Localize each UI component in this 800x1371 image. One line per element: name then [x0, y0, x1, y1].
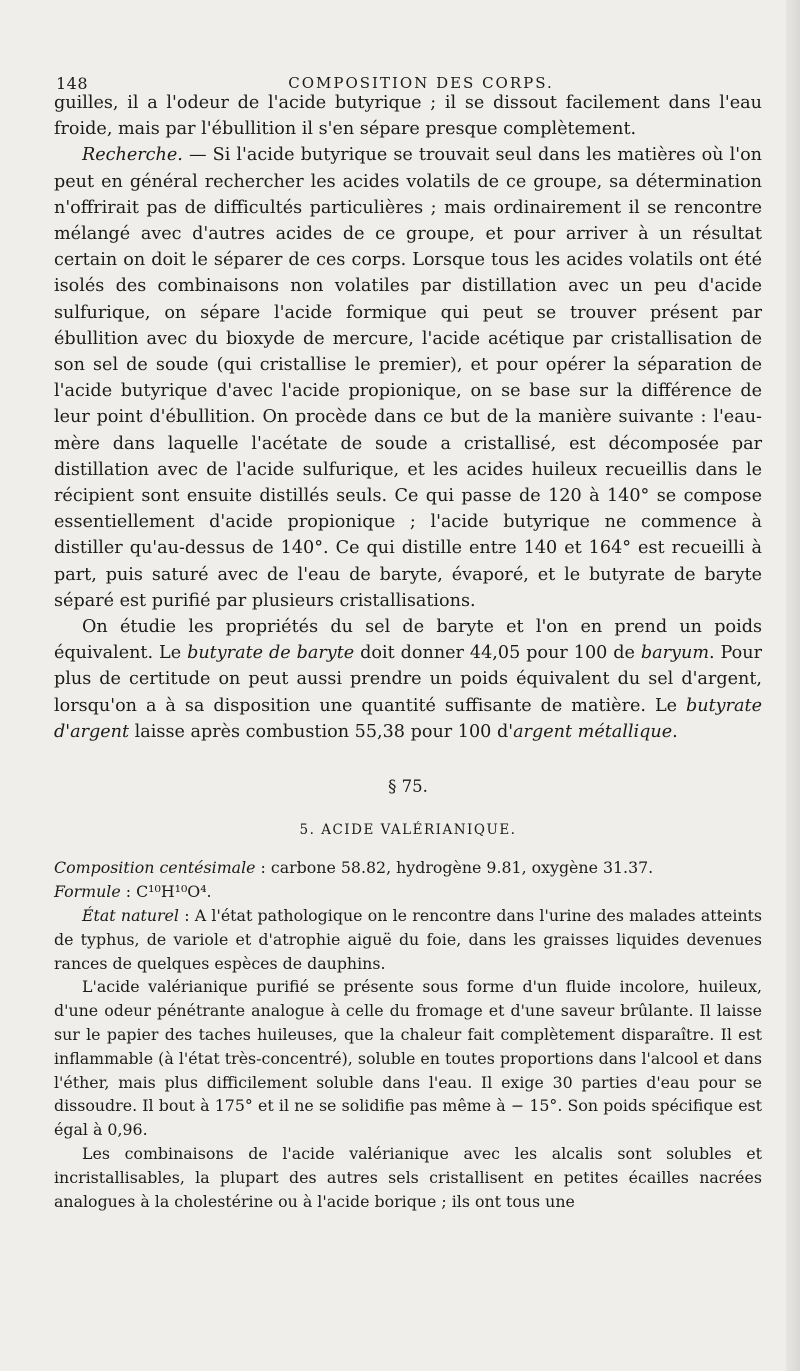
emphasis: butyrate d'argent: [54, 695, 762, 742]
text-run: doit donner 44,05 pour 100 de: [354, 643, 641, 664]
emphasis: butyrate de baryte: [187, 643, 355, 664]
paragraph-recherche: [54, 142, 762, 614]
body-text: [54, 90, 762, 1213]
running-head: COMPOSITION DES CORPS.: [288, 74, 554, 92]
formula-value: : C¹⁰H¹⁰O⁴.: [120, 882, 212, 902]
formula-line: [54, 880, 762, 904]
text-run: . Pour plus de certitude on peut aussi prendre un poids équivalent du sel d'argent, lorsqu'on a à sa disposition une quantité suffisante de matière. Le: [54, 643, 763, 716]
recherche-text: — Si l'acide butyrique se trouvait seul dans les matières où l'on peut en général rechercher les acides volatils de ce groupe, sa détermination n'offrirait pas de difficultés particulières ; mais ordinairement il se rencontre mélangé avec d'autres acides de ce groupe, et pour arriver à un résultat certain on doit le séparer de ces corps. Lorsque tous les acides volatils ont été isolés des combinaisons non volatiles par distillation avec un peu d'acide sulfurique, on sépare l'acide formique qui peut se trouver présent par ébullition avec du bioxyde de mercure, l'acide acétique par cristallisation de son sel de soude (qui cristallise le premier), et pour opérer la séparation de l'acide butyrique d'avec l'acide propionique, on se base sur la différence de leur point d'ébullition. On procède dans ce but de la manière suivante : l'eau-mère dans laquelle l'acétate de soude a cristallisé, est décomposée par distillation avec de l'acide sulfurique, et les acides huileux recueillis dans le récipient sont ensuite distillés seuls. Ce qui passe de 120 à 140° se compose essentiellement d'acide propionique ; l'acide butyrique ne commence à distiller qu'au-dessus de 140°. Ce qui distille entre 140 et 164° est recueilli à part, puis saturé avec de l'eau de baryte, évaporé, et le butyrate de baryte séparé est purifié par plusieurs cristallisations.: [54, 145, 762, 611]
text-run: .: [672, 721, 678, 742]
composition-values: : carbone 58.82, hydrogène 9.81, oxygène 31.37.: [255, 858, 654, 878]
paragraph-combinaisons: Les combinaisons de l'acide valérianique avec les alcalis sont solubles et incristallisables, la plupart des autres sels cristallisent en petites écailles nacrées analogues à la cholestérine ou à l'acide borique ; ils ont tous une: [54, 1144, 762, 1211]
text-run: laisse après combustion 55,38 pour 100 d': [129, 721, 514, 742]
section-title: 5. ACIDE VALÉRIANIQUE.: [299, 822, 517, 839]
etat-label: État naturel: [82, 906, 179, 926]
page-number: 148: [56, 74, 89, 93]
emphasis: argent métallique: [513, 721, 673, 742]
emphasis: baryum: [640, 643, 710, 664]
paragraph-etat-naturel: [54, 904, 762, 975]
paragraph-proprietes: L'acide valérianique purifié se présente sous forme d'un fluide incolore, huileux, d'une odeur pénétrante analogue à celle du fromage et d'une saveur brûlante. Il laisse sur le papier des taches huileuses, que la chaleur fait complètement disparaître. Il est inflammable (à l'état très-concentré), soluble en toutes proportions dans l'alcool et dans l'éther, mais plus difficilement soluble dans l'eau. Il exige 30 parties d'eau pour se dissoudre. Il bout à 175° et il ne se solidifie pas même à − 15°. Son poids spécifique est égal à 0,96.: [54, 977, 762, 1140]
section-number: § 75.: [388, 777, 428, 797]
page-edge: [786, 0, 800, 1371]
recherche-label: Recherche.: [82, 145, 183, 166]
paragraph-etude: [54, 614, 762, 745]
formula-label: Formule: [54, 882, 121, 902]
text-run: On étudie les propriétés du sel de baryte et l'on en prend un poids équivalent. Le: [54, 617, 762, 664]
etat-text: : A l'état pathologique on le rencontre dans l'urine des malades atteints de typhus, de variole et d'atrophie aiguë du foie, dans les graisses liquides devenues rances de quelques espèces de dauphins.: [54, 906, 763, 973]
composition-label: Composition centésimale: [54, 858, 256, 878]
paragraph-continuation: guilles, il a l'odeur de l'acide butyrique ; il se dissout facilement dans l'eau froide, mais par l'ébullition il s'en sépare presque complètement.: [54, 93, 762, 140]
composition-line: [54, 856, 762, 880]
